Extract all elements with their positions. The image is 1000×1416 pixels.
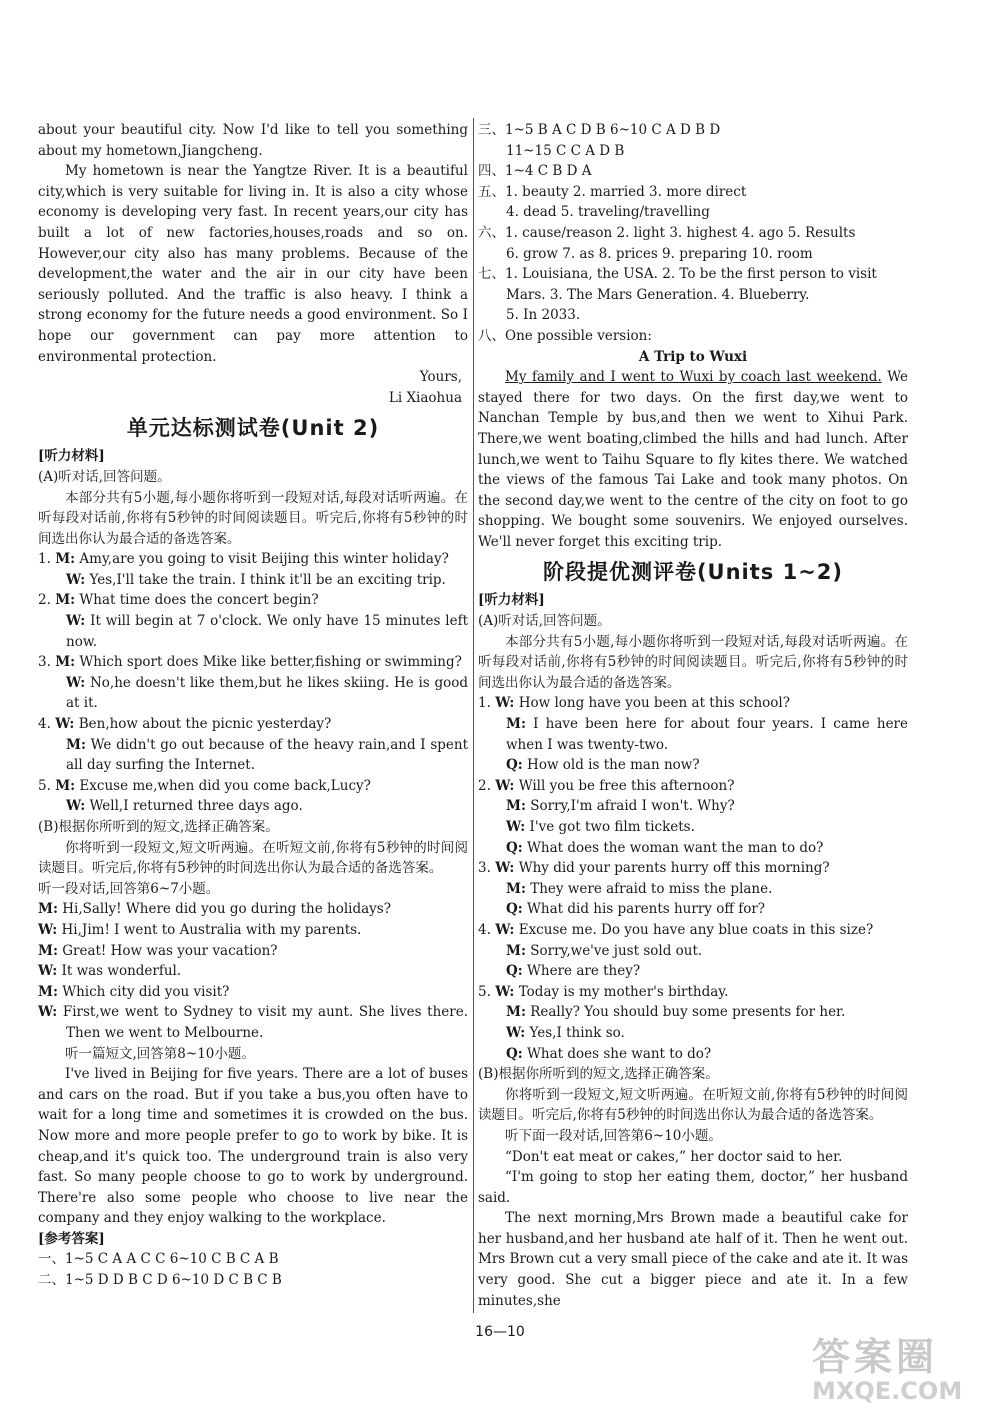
dialogue-line: Today is my mother's birthday.	[518, 983, 729, 1000]
speaker: W:	[495, 921, 515, 938]
speaker: W:	[38, 1004, 58, 1021]
speaker: W:	[495, 983, 515, 1000]
speaker: M:	[38, 942, 58, 959]
dialogue-line: What did his parents hurry off for?	[527, 901, 766, 918]
answers-header: [参考答案]	[38, 1230, 105, 1247]
answer-row: 七、1. Louisiana, the USA. 2. To be the first person to visit	[478, 266, 877, 283]
stage-test-title: 阶段提优测评卷(Units 1~2)	[542, 560, 844, 585]
dialogue-line	[38, 982, 468, 1003]
answer-row: 四、1~4 C B D A	[478, 163, 592, 180]
speaker: M:	[506, 1004, 526, 1021]
dialogue-line: I've got two film tickets.	[529, 819, 695, 835]
watermark-logo-text: 答案圈	[812, 1335, 939, 1379]
dialogue-number: 1.	[478, 695, 491, 712]
speaker: W:	[506, 1024, 526, 1041]
watermark-url: MXQE.COM	[812, 1377, 963, 1405]
right-column	[478, 120, 908, 1311]
speaker: M:	[506, 716, 526, 733]
dialogue-item	[478, 858, 908, 920]
dialogue-list	[478, 693, 908, 1064]
dialogue-line: Yes,I think so.	[529, 1024, 625, 1041]
dialogue-item	[38, 549, 468, 590]
listening-header: [听力材料]	[478, 592, 545, 609]
answer-row: 五、1. beauty 2. married 3. more direct	[478, 183, 747, 200]
left-column	[38, 120, 468, 1291]
speaker: W:	[495, 860, 515, 877]
dialogue-line: Amy,are you going to visit Beijing this winter holiday?	[79, 551, 449, 568]
dialogue-line: Where are they?	[527, 963, 641, 980]
letter-closing: Yours,	[419, 369, 462, 386]
dialogue-6-7	[38, 899, 468, 1043]
dialogue-line	[38, 899, 468, 920]
dialogue-line: Sorry,I'm afraid I won't. Why?	[530, 798, 735, 815]
dialogue-line: Why did your parents hurry off this morning?	[518, 860, 830, 877]
dialogue-item	[38, 776, 468, 817]
speaker: W:	[506, 819, 526, 835]
dialogue-line: They were afraid to miss the plane.	[530, 880, 773, 897]
essay-body	[478, 367, 908, 552]
dialogue-number: 3.	[38, 654, 51, 671]
dialogue-item	[38, 714, 468, 776]
dialogue-list	[38, 549, 468, 817]
dialogue-number: 5.	[478, 983, 491, 1000]
dialogue-line: Sorry,we've just sold out.	[530, 942, 703, 959]
speaker: M:	[55, 551, 76, 568]
dialogue-item	[38, 652, 468, 714]
dialogue-line: Really? You should buy some presents for her.	[530, 1004, 846, 1021]
dialogue-number: 2.	[478, 777, 491, 794]
speaker: M:	[66, 736, 86, 753]
dialogue-line: What does she want to do?	[527, 1045, 712, 1062]
speaker: M:	[55, 777, 76, 794]
part-b-label: (B)根据你所听到的短文,选择正确答案。	[38, 819, 279, 835]
dialogue-item	[478, 920, 908, 982]
dialogue-item	[478, 693, 908, 775]
dialogue-number: 2.	[38, 592, 51, 609]
speaker: M:	[38, 901, 58, 918]
line-text: Great! How was your vacation?	[62, 942, 278, 959]
passage-label: 听下面一段对话,回答第6~10小题。	[505, 1127, 722, 1144]
dialogue-line: What does the woman want the man to do?	[527, 839, 824, 856]
part-b-label: (B)根据你所听到的短文,选择正确答案。	[478, 1066, 719, 1083]
passage-paragraph: “Don't eat meat or cakes,” her doctor said to her.	[505, 1148, 843, 1165]
speaker: Q:	[506, 963, 523, 980]
answer-row-cont: 11~15 C C A D B	[506, 142, 625, 159]
dialogue-line	[38, 1002, 468, 1043]
part-a-instructions: 本部分共有5小题,每小题你将听到一段短对话,每段对话听两遍。在听每段对话前,你将有5秒钟的时间阅读题目。听完后,你将有5秒钟的时间选出你认为最合适的备选答案。	[478, 633, 908, 691]
dialogue-line: It will begin at 7 o'clock. We only have 15 minutes left now.	[66, 613, 468, 650]
speaker: W:	[66, 613, 86, 630]
watermark-logo	[812, 1336, 992, 1408]
speaker: M:	[55, 592, 76, 609]
dialogue-line: Will you be free this afternoon?	[518, 777, 735, 794]
speaker: W:	[55, 716, 75, 733]
line-text: Hi,Jim! I went to Australia with my parents.	[61, 921, 362, 938]
speaker: M:	[38, 983, 58, 1000]
speaker: Q:	[506, 839, 523, 856]
passage-paragraph: “I'm going to stop her eating them, doctor,” her husband said.	[478, 1169, 908, 1206]
dialogue-line: I have been here for about four years. I came here when I was twenty-two.	[506, 716, 909, 753]
answer-row: 六、1. cause/reason 2. light 3. highest 4. ago 5. Results	[478, 224, 856, 241]
part-a-label: (A)听对话,回答问题。	[38, 468, 171, 485]
speaker: Q:	[506, 901, 523, 918]
answer-row: 三、1~5 B A C D B 6~10 C A D B D	[478, 122, 721, 138]
dialogue-line: No,he doesn't like them,but he likes skiing. He is good at it.	[66, 674, 468, 712]
page-number: 16—10	[475, 1324, 525, 1340]
dialogue-item	[478, 776, 908, 858]
speaker: M:	[506, 798, 526, 815]
answer-row: 一、1~5 C A A C C 6~10 C B C A B	[38, 1251, 279, 1268]
dialogue-number: 1.	[38, 551, 51, 568]
part-b-instructions: 你将听到一段短文,短文听两遍。在听短文前,你将有5秒钟的时间阅读题目。听完后,你将有5秒钟的时间选出你认为最合适的备选答案。	[478, 1086, 908, 1124]
dialogue-line: Ben,how about the picnic yesterday?	[78, 716, 332, 733]
speaker: W:	[38, 963, 58, 980]
speaker: W:	[66, 798, 86, 815]
speaker: Q:	[506, 757, 523, 774]
letter-signature: Li Xiaohua	[388, 389, 462, 406]
speaker: M:	[55, 654, 76, 671]
part-b-instructions: 你将听到一段短文,短文听两遍。在听短文前,你将有5秒钟的时间阅读题目。听完后,你将有5秒钟的时间选出你认为最合适的备选答案。	[38, 839, 468, 877]
dialogue-line: How old is the man now?	[527, 757, 700, 774]
answer-row-cont: 4. dead 5. traveling/travelling	[506, 204, 710, 221]
dialogue-line: Which sport does Mike like better,fishing or swimming?	[79, 654, 462, 671]
speaker: W:	[66, 674, 86, 691]
essay-rest: We stayed there for two days. On the first day,we went to Nanchan Temple by bus,and then we went to Xihui Park. There,we went boating,climbed the hills and had lunch. After lunch,we went to Taihu Square to fly kites there. We watched the views of the famous Tai Lake and took many photos. On the second day,we went to the centre of the city on foot to go shopping. We bought some souvenirs. We enjoyed ourselves. We'll never forget this exciting trip.	[478, 369, 908, 550]
answer-row-cont: Mars. 3. The Mars Generation. 4. Blueberry.	[506, 286, 810, 303]
dialogue-item	[478, 982, 908, 1064]
letter-paragraph-1: about your beautiful city. Now I'd like to tell you something about my hometown,Jiangcheng.	[38, 122, 468, 159]
speaker: M:	[506, 880, 526, 897]
speaker: W:	[495, 777, 515, 794]
passage-8-10: I've lived in Beijing for five years. There are a lot of buses and cars on the road. But if you take a bus,you often have to wait for a long time and sometimes it is crowded on the bus. Now more and more people prefer to go to work by bike. It is cheap,and it's quick too. The underground train is also very fast. So many people choose to go to work by underground. There're also some people who choose to live near the company and they enjoy walking to the workplace.	[38, 1066, 468, 1227]
dialogue-item	[38, 590, 468, 652]
dialogue-line: Yes,I'll take the train. I think it'll be an exciting trip.	[89, 571, 446, 588]
dialogue-line: Excuse me,when did you come back,Lucy?	[79, 777, 371, 794]
dialogue-number: 4.	[478, 921, 491, 938]
dialogue-line	[38, 941, 468, 962]
line-text: Hi,Sally! Where did you go during the holidays?	[62, 901, 391, 918]
speaker: Q:	[506, 1045, 523, 1062]
line-text: First,we went to Sydney to visit my aunt. She lives there. Then we went to Melbourne.	[62, 1004, 468, 1041]
dialogue-line	[38, 961, 468, 982]
answer-row-cont: 6. grow 7. as 8. prices 9. preparing 10. room	[506, 245, 813, 262]
dialogue-number: 5.	[38, 777, 51, 794]
speaker: W:	[495, 695, 515, 712]
dialogue-line	[38, 920, 468, 941]
letter-paragraph-2: My hometown is near the Yangtze River. It is a beautiful city,which is very suitable for living in. It is also a city whose economy is developing very fast. In recent years,our city has built a lot of new factories,houses,roads and so on. However,our city also has many problems. Because of the development,the water and the air in our city have been seriously polluted. And the traffic is also heavy. I think a strong economy for the future needs a good environment. So I hope our government can pay more attention to environmental protection.	[38, 163, 468, 365]
speaker: W:	[66, 571, 86, 588]
part-a-instructions: 本部分共有5小题,每小题你将听到一段短对话,每段对话听两遍。在听每段对话前,你将有5秒钟的时间阅读题目。听完后,你将有5秒钟的时间选出你认为最合适的备选答案。	[38, 489, 468, 547]
version-label: 八、One possible version:	[478, 327, 652, 344]
unit2-test-title: 单元达标测试卷(Unit 2)	[126, 416, 380, 441]
line-text: Which city did you visit?	[62, 983, 230, 1000]
dialogue-number: 3.	[478, 860, 491, 877]
speaker: M:	[506, 942, 526, 959]
listening-header: [听力材料]	[38, 448, 105, 465]
dialogue-line: Excuse me. Do you have any blue coats in this size?	[518, 921, 874, 938]
line-text: It was wonderful.	[61, 963, 182, 980]
answer-row: 二、1~5 D D B C D 6~10 D C B C B	[38, 1272, 282, 1289]
answer-row-cont: 5. In 2033.	[506, 307, 581, 324]
passage-paragraph: The next morning,Mrs Brown made a beautiful cake for her husband,and her husband ate half of it. Then he went out. Mrs Brown cut a very small piece of the cake and ate it. It was very good. She cut a bigger piece and ate it. In a few minutes,she	[478, 1210, 908, 1309]
passage-8-10-label: 听一篇短文,回答第8~10小题。	[65, 1045, 255, 1062]
dialogue-line: What time does the concert begin?	[79, 592, 319, 609]
dialogue-line: How long have you been at this school?	[518, 695, 790, 712]
dialogue-number: 4.	[38, 716, 51, 733]
dialogue-line: Well,I returned three days ago.	[89, 798, 303, 815]
dialogue-6-7-label: 听一段对话,回答第6~7小题。	[38, 880, 220, 897]
speaker: W:	[38, 921, 58, 938]
essay-first-sentence: My family and I went to Wuxi by coach last weekend.	[505, 369, 882, 386]
column-divider	[473, 118, 474, 1313]
dialogue-line: We didn't go out because of the heavy rain,and I spent all day surfing the Internet.	[66, 736, 469, 774]
part-a-label: (A)听对话,回答问题。	[478, 613, 611, 630]
essay-title: A Trip to Wuxi	[638, 348, 748, 365]
